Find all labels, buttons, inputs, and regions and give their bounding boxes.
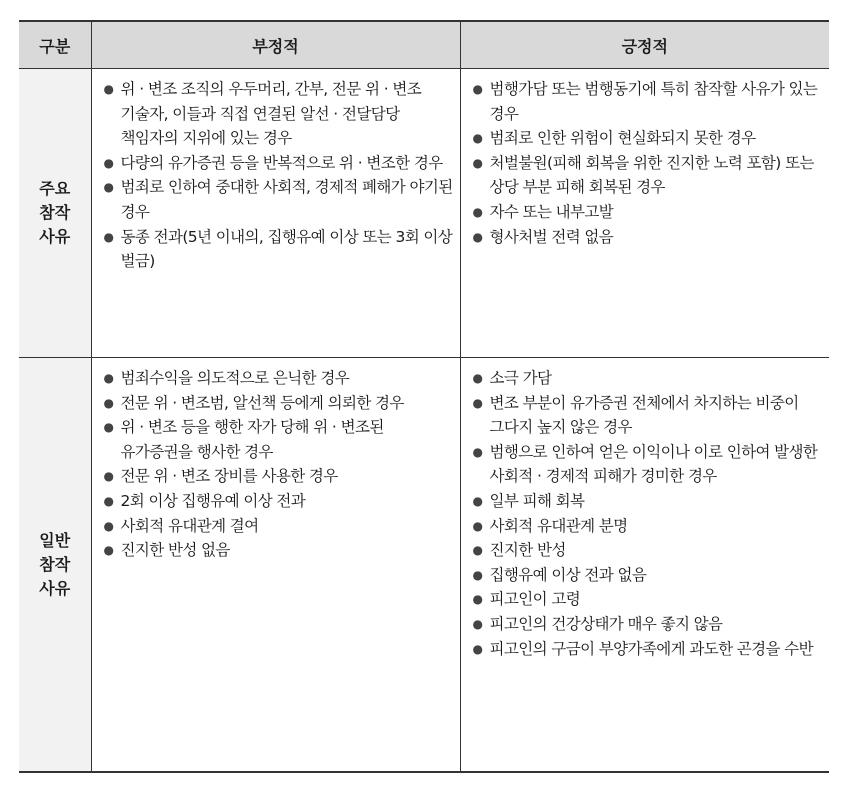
bullet-icon: ●: [472, 543, 483, 558]
list-general-positive: [473, 366, 824, 661]
list-item: [104, 538, 454, 563]
header-positive: 긍정적: [460, 21, 829, 69]
list-item: [473, 637, 824, 662]
list-item-text: 사회적 유대관계 결여: [120, 516, 259, 535]
list-major-negative: [104, 77, 454, 274]
list-item-text: 변조 부분이 유가증권 전체에서 차지하는 비중이 그다지 높지 않은 경우: [489, 393, 799, 437]
list-item: [104, 366, 454, 391]
list-item-text: 범죄수익을 의도적으로 은닉한 경우: [120, 369, 350, 387]
list-item: [104, 415, 454, 464]
cell-major-negative: [91, 69, 460, 358]
list-item-text: 범행으로 인하여 얻은 이익이나 이로 인하여 발생한 사회적 · 경제적 피해가 경미한 경우: [489, 442, 818, 486]
bullet-icon: ●: [472, 518, 483, 533]
list-item-text: 전문 위 · 변조범, 알선책 등에게 의뢰한 경우: [120, 393, 404, 412]
bullet-icon: ●: [472, 592, 483, 607]
list-item: [473, 200, 824, 225]
bullet-icon: ●: [472, 641, 483, 656]
list-item-text: 사회적 유대관계 분명: [489, 516, 628, 535]
list-item: [473, 126, 824, 151]
cell-general-positive: [460, 358, 829, 773]
list-item-text: 2회 이상 집행유예 이상 전과: [120, 491, 306, 510]
list-item: [473, 612, 824, 637]
list-item-text: 피고인의 구금이 부양가족에게 과도한 곤경을 수반: [489, 639, 813, 658]
list-general-negative: [104, 366, 454, 563]
bullet-icon: ●: [472, 616, 483, 631]
bullet-icon: ●: [472, 395, 483, 410]
list-item-text: 자수 또는 내부고발: [489, 202, 614, 221]
list-item: [473, 538, 824, 563]
list-item-text: 범죄로 인하여 중대한 사회적, 경제적 폐해가 야기된 경우: [120, 178, 453, 221]
bullet-icon: ●: [103, 469, 114, 484]
bullet-icon: ●: [103, 493, 114, 508]
bullet-icon: ●: [472, 371, 483, 385]
bullet-icon: ●: [472, 82, 483, 96]
list-item-text: 위 · 변조 등을 행한 자가 당해 위 · 변조된 유가증권을 행사한 경우: [120, 418, 384, 461]
list-item: [473, 366, 824, 391]
bullet-icon: ●: [103, 371, 114, 385]
row-label-major: 주요 참작 사유: [19, 69, 91, 358]
list-item: [473, 514, 824, 539]
bullet-icon: ●: [472, 155, 483, 170]
cell-general-negative: [91, 358, 460, 773]
list-item-text: 범죄로 인한 위험이 현실화되지 못한 경우: [489, 129, 756, 148]
bullet-icon: ●: [472, 444, 483, 459]
list-item: [473, 489, 824, 514]
list-item: [473, 77, 824, 126]
list-item-text: 위 · 변조 조직의 우두머리, 간부, 전문 위 · 변조 기술자, 이들과 직접 연결된 알선 · 전달담당 책임자의 지위에 있는 경우: [120, 80, 422, 148]
list-item: [104, 151, 454, 176]
row-major-factors: [19, 69, 829, 358]
list-item-text: 전문 위 · 변조 장비를 사용한 경우: [120, 467, 338, 486]
list-item-text: 처벌불원(피해 회복을 위한 진지한 노력 포함) 또는 상당 부분 피해 회복된 경우: [489, 153, 814, 197]
bullet-icon: ●: [472, 131, 483, 146]
bullet-icon: ●: [103, 543, 114, 558]
list-item: [104, 489, 454, 514]
list-item: [473, 225, 824, 250]
list-item: [473, 563, 824, 588]
row-label-general: 일반 참작 사유: [19, 358, 91, 773]
list-item: [104, 391, 454, 416]
list-item: [104, 77, 454, 151]
list-item: [104, 464, 454, 489]
bullet-icon: ●: [103, 420, 114, 435]
bullet-icon: ●: [103, 518, 114, 533]
list-item: [104, 175, 454, 224]
list-item-text: 형사처벌 전력 없음: [489, 227, 614, 246]
list-item-text: 일부 피해 회복: [489, 491, 585, 510]
bullet-icon: ●: [103, 180, 114, 195]
list-item-text: 피고인이 고령: [489, 590, 581, 609]
list-item: [104, 225, 454, 274]
sentencing-factors-table: [19, 20, 829, 773]
header-category: 구분: [19, 21, 91, 69]
header-negative: 부정적: [91, 21, 460, 69]
bullet-icon: ●: [103, 155, 114, 170]
list-major-positive: [473, 77, 824, 249]
list-item-text: 범행가담 또는 범행동기에 특히 참작할 사유가 있는 경우: [489, 80, 818, 123]
row-general-factors: [19, 358, 829, 773]
cell-major-positive: [460, 69, 829, 358]
list-item: [473, 151, 824, 200]
list-item-text: 다량의 유가증권 등을 반복적으로 위 · 변조한 경우: [120, 153, 443, 172]
bullet-icon: ●: [472, 229, 483, 244]
list-item-text: 동종 전과(5년 이내의, 집행유예 이상 또는 3회 이상 벌금): [120, 227, 453, 271]
list-item-text: 진지한 반성: [489, 541, 566, 560]
list-item: [473, 391, 824, 440]
list-item-text: 소극 가담: [489, 369, 552, 387]
bullet-icon: ●: [472, 567, 483, 582]
list-item: [473, 587, 824, 612]
bullet-icon: ●: [103, 229, 114, 244]
bullet-icon: ●: [472, 493, 483, 508]
list-item: [104, 514, 454, 539]
bullet-icon: ●: [103, 395, 114, 410]
header-row: [19, 21, 829, 69]
bullet-icon: ●: [103, 82, 114, 96]
list-item-text: 피고인의 건강상태가 매우 좋지 않음: [489, 614, 723, 633]
list-item-text: 집행유예 이상 전과 없음: [489, 565, 647, 584]
bullet-icon: ●: [472, 204, 483, 219]
list-item: [473, 440, 824, 489]
list-item-text: 진지한 반성 없음: [120, 541, 230, 560]
